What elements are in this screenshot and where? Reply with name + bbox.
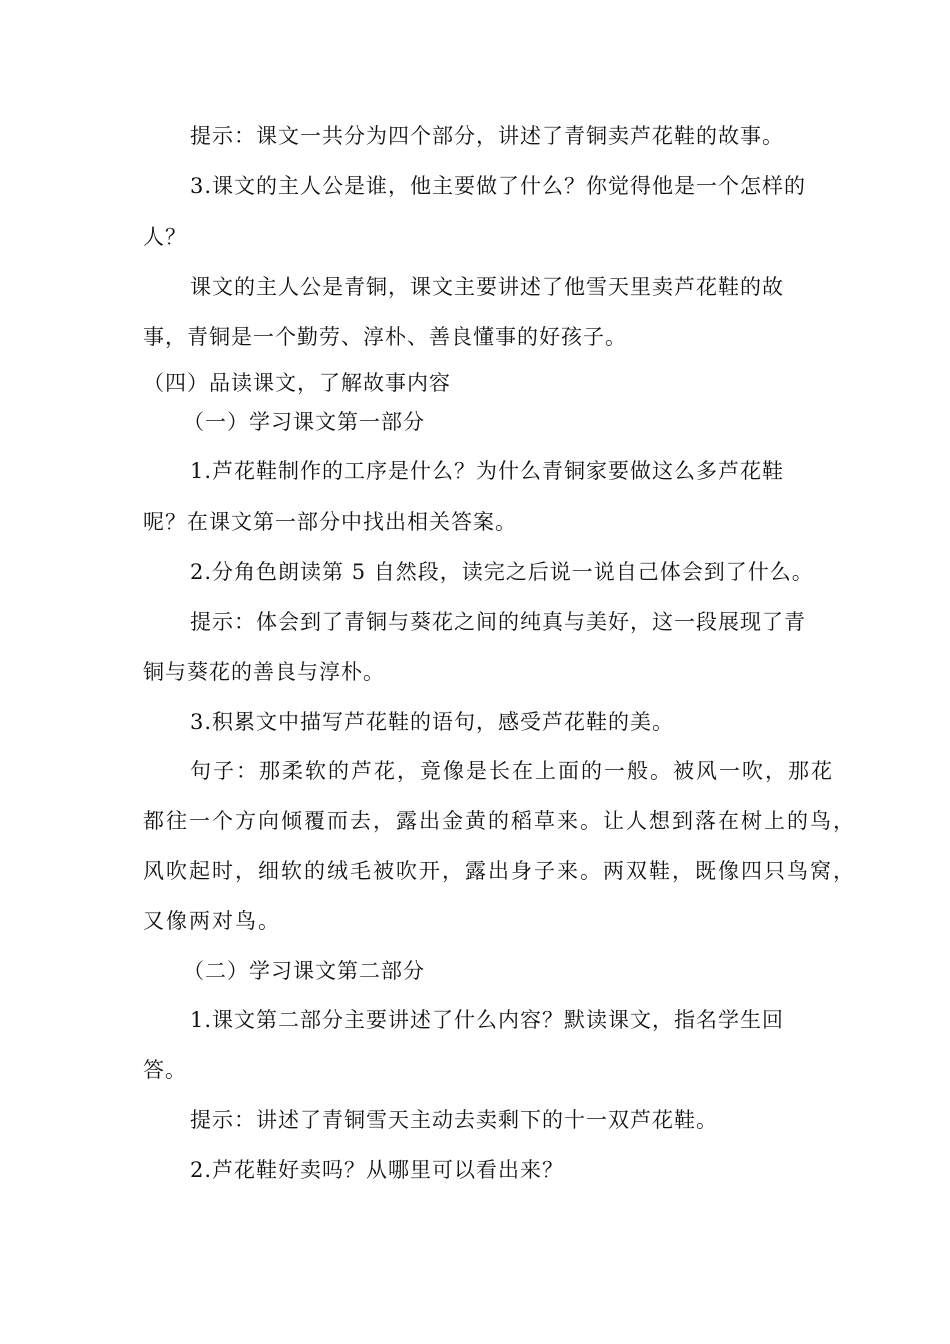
question-3-text-continued: 人？ (143, 225, 187, 249)
question-1b-text: 1.课文第二部分主要讲述了什么内容？默读课文，指名学生回 (190, 1008, 785, 1032)
answer-text: 课文的主人公是青铜，课文主要讲述了他雪天里卖芦花鞋的故 (190, 275, 784, 299)
question-1-text: 1.芦花鞋制作的工序是什么？为什么青铜家要做这么多芦花鞋 (190, 459, 785, 483)
question-3b-text: 3.积累文中描写芦花鞋的语句，感受芦花鞋的美。 (190, 710, 675, 734)
hint-text-1: 提示：课文一共分为四个部分，讲述了青铜卖芦花鞋的故事。 (190, 124, 784, 148)
question-3-text: 3.课文的主人公是谁，他主要做了什么？你觉得他是一个怎样的 (190, 174, 807, 198)
subsection-heading-2: （二）学习课文第二部分 (183, 959, 425, 983)
question-2b-text: 2.芦花鞋好卖吗？从哪里可以看出来？ (190, 1158, 565, 1182)
hint-text-2: 提示：体会到了青铜与葵花之间的纯真与美好，这一段展现了青 (190, 610, 806, 634)
answer-text-continued: 事，青铜是一个勤劳、淳朴、善良懂事的好孩子。 (143, 325, 627, 349)
section-heading-4: （四）品读课文，了解故事内容 (143, 371, 451, 395)
hint-text-3: 提示：讲述了青铜雪天主动去卖剩下的十一双芦花鞋。 (190, 1108, 718, 1132)
quoted-sentence-4: 又像两对鸟。 (143, 909, 281, 933)
hint-text-2-continued: 铜与葵花的善良与淳朴。 (143, 660, 385, 684)
question-1-text-continued: 呢？在课文第一部分中找出相关答案。 (143, 510, 517, 534)
quoted-sentence-1: 句子：那柔软的芦花，竟像是长在上面的一般。被风一吹，那花 (190, 759, 834, 783)
subsection-heading-1: （一）学习课文第一部分 (183, 410, 425, 434)
quoted-sentence-2: 都往一个方向倾覆而去，露出金黄的稻草来。让人想到落在树上的鸟， (143, 809, 856, 833)
quoted-sentence-3: 风吹起时，细软的绒毛被吹开，露出身子来。两双鞋，既像四只鸟窝， (143, 859, 856, 883)
question-2-text: 2.分角色朗读第 5 自然段，读完之后说一说自己体会到了什么。 (190, 560, 814, 584)
question-1b-text-continued: 答。 (143, 1058, 187, 1082)
